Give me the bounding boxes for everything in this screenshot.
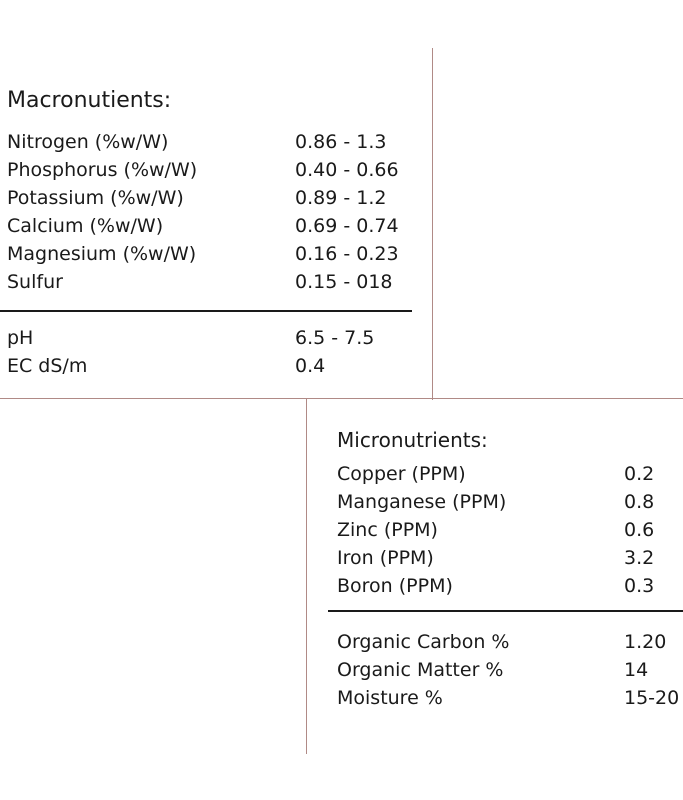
organic-matter-value: 14: [624, 659, 649, 681]
macro-value: 0.89 - 1.2: [295, 187, 387, 209]
micro-panel-left-border: [306, 398, 307, 754]
ph-label: pH: [7, 327, 34, 349]
macro-label: Nitrogen (%w/W): [7, 131, 169, 153]
macro-value: 0.16 - 0.23: [295, 243, 399, 265]
macro-value: 0.69 - 0.74: [295, 215, 399, 237]
macro-divider: [0, 310, 412, 312]
micro-label: Manganese (PPM): [337, 491, 507, 513]
micro-label: Copper (PPM): [337, 463, 466, 485]
macro-value: 0.40 - 0.66: [295, 159, 399, 181]
moisture-label: Moisture %: [337, 687, 443, 709]
organic-carbon-label: Organic Carbon %: [337, 631, 510, 653]
macro-label: Potassium (%w/W): [7, 187, 184, 209]
ph-value: 6.5 - 7.5: [295, 327, 375, 349]
micro-divider: [328, 610, 683, 612]
macro-panel-right-border: [432, 48, 433, 400]
moisture-value: 15-20: [624, 687, 680, 709]
macro-value: 0.86 - 1.3: [295, 131, 387, 153]
micro-label: Zinc (PPM): [337, 519, 438, 541]
macro-label: Phosphorus (%w/W): [7, 159, 198, 181]
ec-value: 0.4: [295, 355, 326, 377]
micro-label: Iron (PPM): [337, 547, 434, 569]
macro-label: Calcium (%w/W): [7, 215, 164, 237]
macro-label: Sulfur: [7, 271, 63, 293]
micronutrients-heading: Micronutrients:: [337, 428, 488, 452]
micro-value: 0.8: [624, 491, 655, 513]
organic-matter-label: Organic Matter %: [337, 659, 504, 681]
ec-label: EC dS/m: [7, 355, 88, 377]
micro-value: 3.2: [624, 547, 655, 569]
macronutrients-panel: [0, 0, 432, 400]
micro-value: 0.2: [624, 463, 655, 485]
macronutrients-heading: Macronutients:: [7, 88, 172, 113]
organic-carbon-value: 1.20: [624, 631, 667, 653]
macro-label: Magnesium (%w/W): [7, 243, 197, 265]
micro-value: 0.6: [624, 519, 655, 541]
macro-value: 0.15 - 018: [295, 271, 393, 293]
micro-value: 0.3: [624, 575, 655, 597]
micro-label: Boron (PPM): [337, 575, 453, 597]
